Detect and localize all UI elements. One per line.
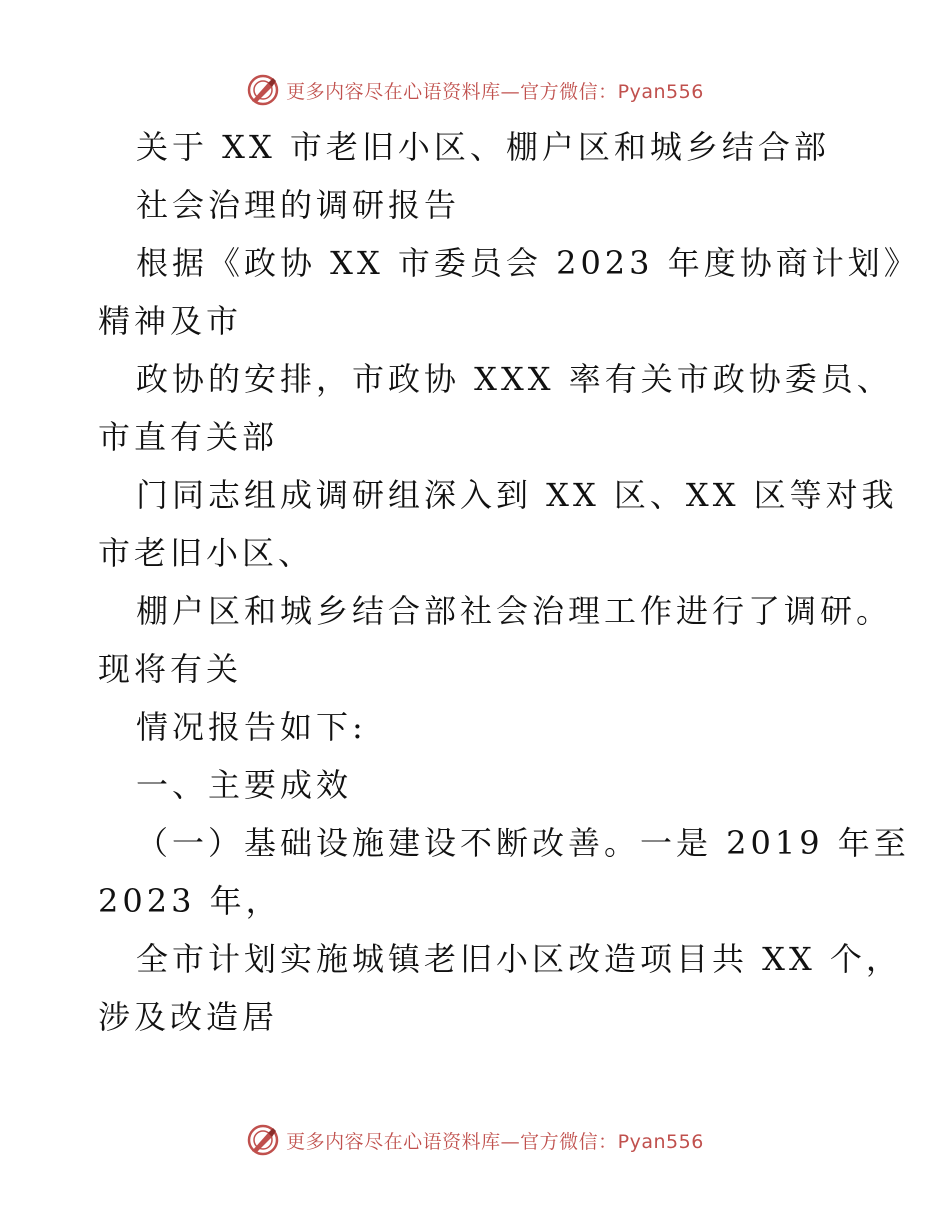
- paragraph-line: 市直有关部: [98, 418, 279, 456]
- paragraph-line: 政协的安排，市政协 XXX 率有关市政协委员、: [136, 360, 893, 398]
- paragraph-line: （一）基础设施建设不断改善。一是 2019 年至: [136, 824, 910, 862]
- paragraph-line: 门同志组成调研组深入到 XX 区、XX 区等对我: [136, 476, 898, 514]
- paragraph-line: 情况报告如下:: [136, 708, 367, 746]
- footer-text: 更多内容尽在心语资料库—官方微信：: [286, 1130, 618, 1153]
- pen-logo-icon: [246, 73, 280, 107]
- footer-banner: [0, 1120, 950, 1160]
- paragraph-line: 棚户区和城乡结合部社会治理工作进行了调研。: [136, 592, 893, 630]
- paragraph-line: 根据《政协 XX 市委员会 2023 年度协商计划》: [136, 244, 920, 282]
- title-line-1: 关于 XX 市老旧小区、棚户区和城乡结合部: [136, 128, 830, 166]
- header-wechat-id: Pyan556: [617, 80, 704, 103]
- paragraph-line: 2023 年，: [98, 882, 282, 920]
- paragraph-line: 现将有关: [98, 650, 243, 688]
- paragraph-line: 涉及改造居: [98, 998, 279, 1036]
- title-line-2: 社会治理的调研报告: [136, 186, 461, 224]
- pen-logo-icon: [246, 1123, 280, 1157]
- paragraph-line: 精神及市: [98, 302, 243, 340]
- header-text: 更多内容尽在心语资料库—官方微信：: [286, 80, 618, 103]
- footer-wechat-id: Pyan556: [617, 1130, 704, 1153]
- paragraph-line: 全市计划实施城镇老旧小区改造项目共 XX 个，: [136, 940, 902, 978]
- section-heading: 一、主要成效: [136, 766, 353, 804]
- header-banner: [0, 70, 950, 110]
- paragraph-line: 市老旧小区、: [98, 534, 315, 572]
